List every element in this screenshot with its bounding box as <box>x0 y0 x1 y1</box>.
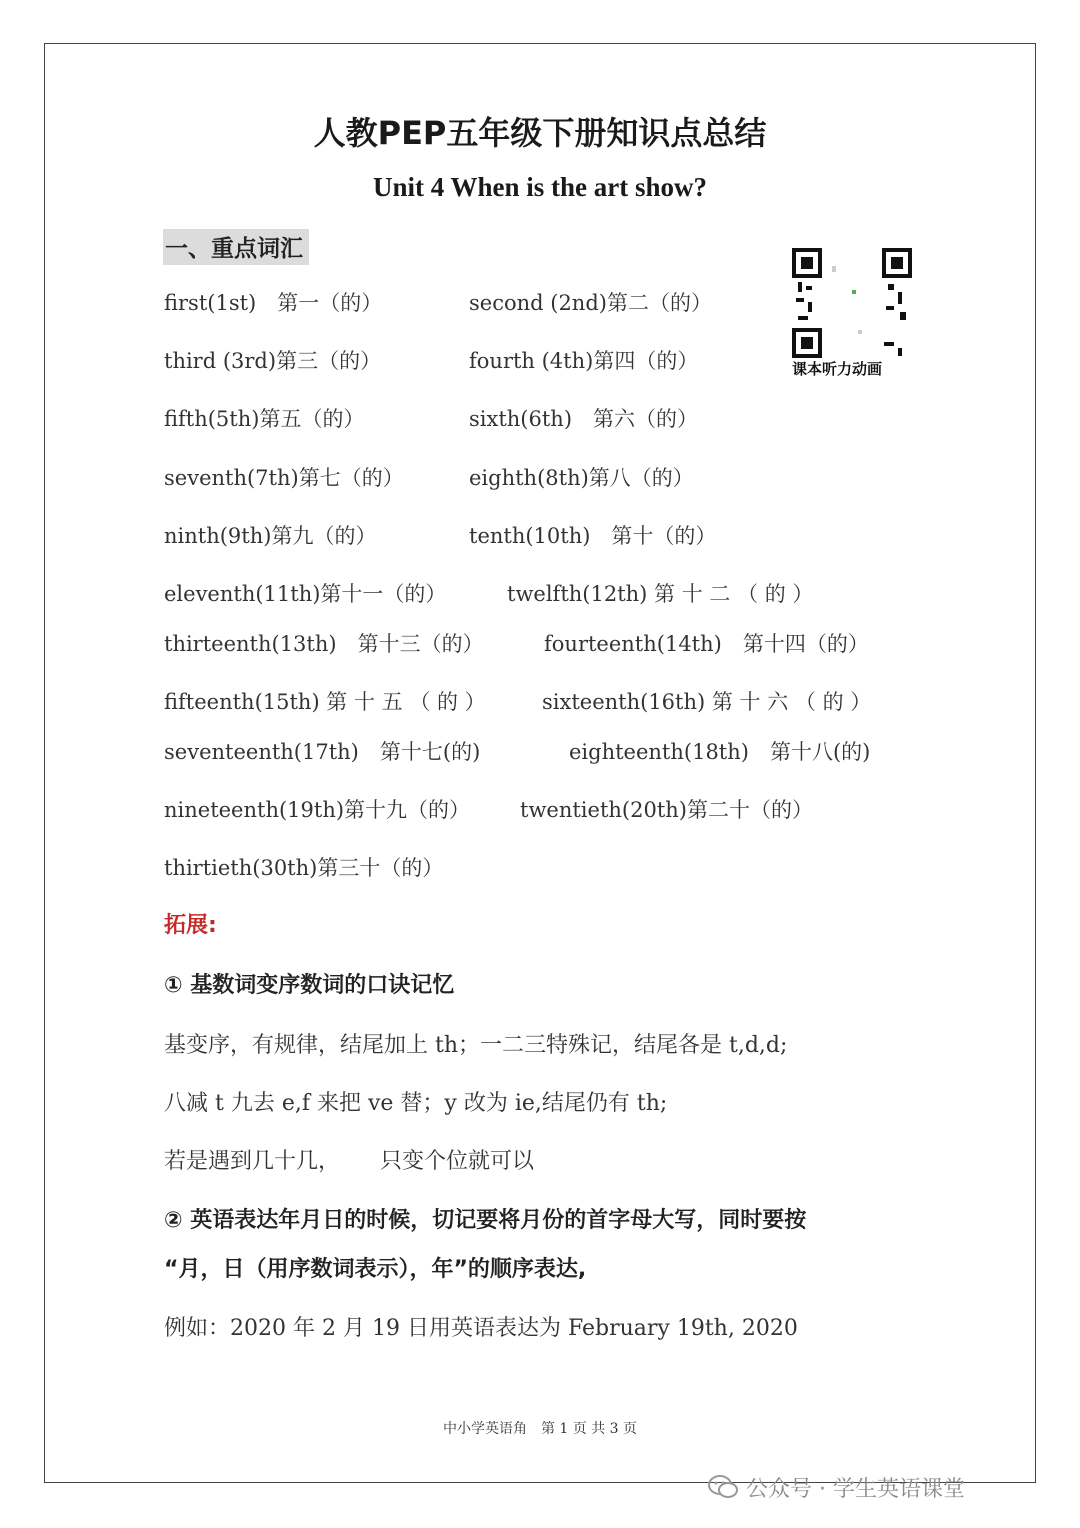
vocab-item: seventh(7th)第七（的） <box>164 466 404 490</box>
tip1-line1: 基变序，有规律，结尾加上 th；一二三特殊记，结尾各是 t,d,d; <box>164 1033 788 1058</box>
section-heading-vocab: 一、重点词汇 <box>163 229 309 265</box>
vocab-item: twentieth(20th)第二十（的） <box>520 798 813 822</box>
unit-subtitle: Unit 4 When is the art show? <box>372 172 708 202</box>
extension-label: 拓展: <box>164 913 217 938</box>
page-footer: 中小学英语角 第 1 页 共 3 页 <box>442 1421 638 1437</box>
vocab-item: second (2nd)第二（的） <box>469 291 712 315</box>
vocab-item: thirteenth(13th) 第十三（的） <box>164 632 484 656</box>
tip2-heading: ② 英语表达年月日的时候，切记要将月份的首字母大写，同时要按 <box>164 1208 807 1233</box>
tip2-line2: “月，日（用序数词表示），年”的顺序表达, <box>164 1257 587 1282</box>
vocab-item: first(1st) 第一（的） <box>164 291 383 315</box>
tip1-line3b: 只变个位就可以 <box>380 1149 535 1174</box>
qr-code <box>788 246 914 380</box>
vocab-item: fourth (4th)第四（的） <box>469 349 699 373</box>
vocab-item: ninth(9th)第九（的） <box>164 524 377 548</box>
vocab-item: fifteenth(15th) 第 十 五 （ 的 ） <box>164 690 486 714</box>
vocab-item: eleventh(11th)第十一（的） <box>164 582 447 606</box>
tip1-line3 <box>164 1144 534 1175</box>
tip2-example: 例如：2020 年 2 月 19 日用英语表达为 February 19th, 2020 <box>164 1316 798 1341</box>
tip1-heading: ① 基数词变序数词的口诀记忆 <box>164 973 455 998</box>
watermark <box>708 1470 965 1504</box>
page-title: 人教PEP五年级下册知识点总结 <box>313 114 767 152</box>
vocab-item: tenth(10th) 第十（的） <box>469 524 717 548</box>
vocab-item: seventeenth(17th) 第十七(的) <box>164 740 481 764</box>
wechat-icon <box>708 1474 738 1500</box>
vocab-item: fifth(5th)第五（的） <box>164 407 365 431</box>
vocab-item: third (3rd)第三（的） <box>164 349 382 373</box>
qr-caption: 课本听力动画 <box>792 360 883 378</box>
vocab-item: fourteenth(14th) 第十四（的） <box>544 632 869 656</box>
vocab-item: sixteenth(16th) 第 十 六 （ 的 ） <box>542 690 872 714</box>
vocab-item: thirtieth(30th)第三十（的） <box>164 856 444 880</box>
tip1-line3a: 若是遇到几十几， <box>164 1149 341 1174</box>
vocab-item: eighteenth(18th) 第十八(的) <box>569 740 871 764</box>
vocab-item: twelfth(12th) 第 十 二 （ 的 ） <box>507 582 814 606</box>
vocab-item: sixth(6th) 第六（的） <box>469 407 699 431</box>
watermark-text: 公众号 · 学生英语课堂 <box>746 1476 965 1502</box>
vocab-item: nineteenth(19th)第十九（的） <box>164 798 471 822</box>
tip1-line2: 八减 t 九去 e,f 来把 ve 替；y 改为 ie,结尾仍有 th; <box>164 1091 668 1116</box>
vocab-item: eighth(8th)第八（的） <box>469 466 694 490</box>
